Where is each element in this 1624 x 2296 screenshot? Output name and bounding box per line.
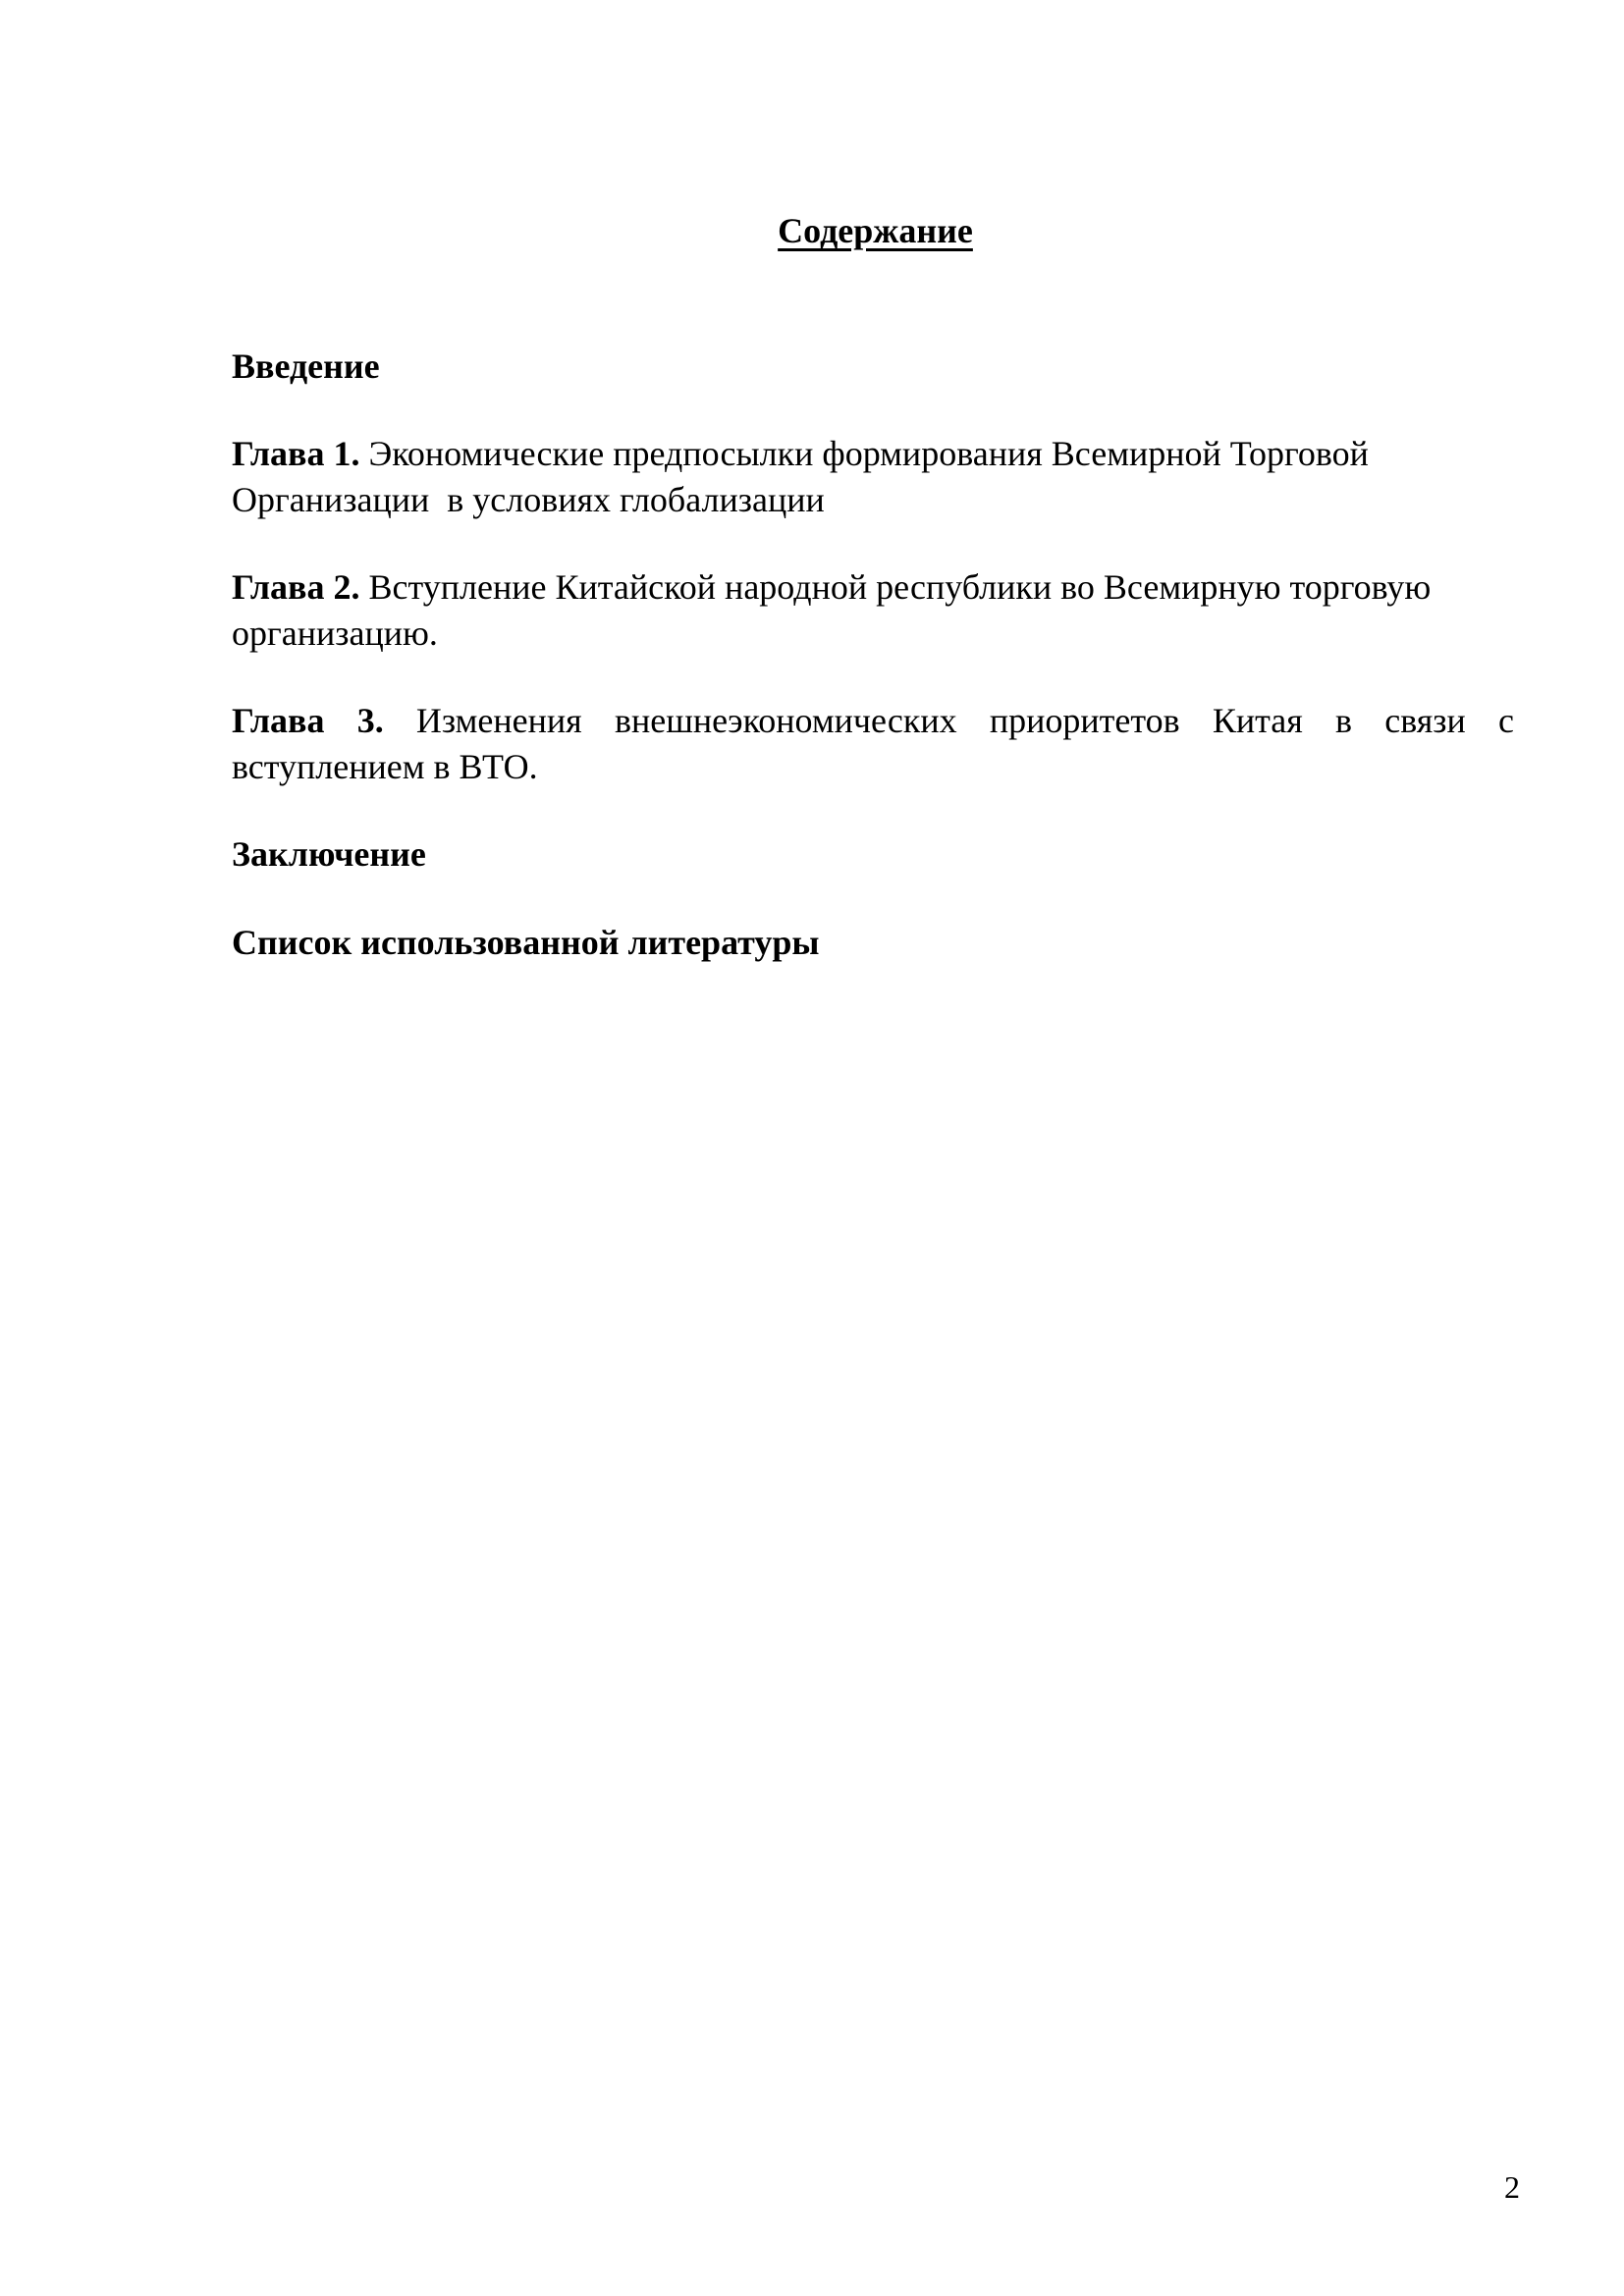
- toc-entry-label: Глава 3.: [232, 701, 384, 740]
- toc-entry-references: [232, 920, 1514, 966]
- toc-entry-chapter-1: [232, 431, 1514, 523]
- toc-list: [232, 344, 1514, 966]
- toc-entry-chapter-3: [232, 698, 1514, 790]
- toc-entry-label: Заключение: [232, 834, 426, 874]
- page-number: 2: [1504, 2169, 1520, 2205]
- toc-entry-text: Экономические предпосылки формирования Всемирной Торговой Организации в условиях глобализации: [232, 434, 1378, 519]
- toc-entry-conclusion: [232, 831, 1514, 878]
- toc-entry-label: Глава 1.: [232, 434, 360, 473]
- toc-entry-label: Список использованной литературы: [232, 923, 820, 962]
- toc-title: [0, 208, 1624, 253]
- toc-entry-label: Введение: [232, 347, 380, 386]
- toc-entry-text: Изменения внешнеэкономических приоритетов Китая в связи с вступлением в ВТО.: [232, 701, 1514, 786]
- toc-entry-chapter-2: [232, 564, 1514, 657]
- toc-entry-text: Вступление Китайской народной республики во Всемирную торговую организацию.: [232, 567, 1432, 653]
- toc-entry-introduction: [232, 344, 1514, 390]
- toc-title-text: Содержание: [778, 211, 973, 250]
- toc-entry-label: Глава 2.: [232, 567, 360, 607]
